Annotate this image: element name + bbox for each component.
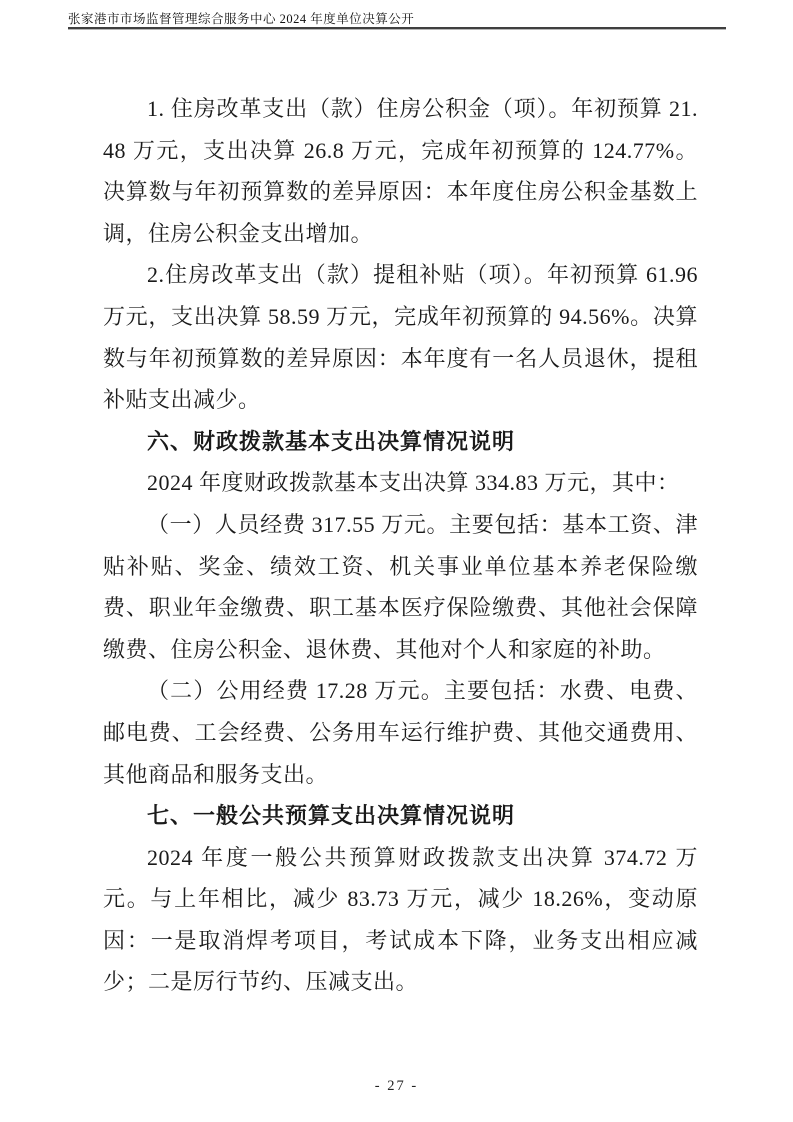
section-heading-seven: 七、一般公共预算支出决算情况说明 [147,803,516,829]
paragraph-personnel-funds: （一）人员经费 317.55 万元。主要包括：基本工资、津贴补贴、奖金、绩效工资、机关事业单位基本养老保险缴费、职业年金缴费、职工基本医疗保险缴费、其他社会保障缴费、住房公积金、退休费、其他对个人和家庭的补助。 [103,511,698,662]
paragraph-rent-subsidy: 2.住房改革支出（款）提租补贴（项）。年初预算 61.96 万元，支出决算 58.59 万元，完成年初预算的 94.56%。决算数与年初预算数的差异原因：本年度有一名人员退休，提租补贴支出减少。 [103,262,698,413]
document-body [103,88,698,1003]
section-heading-six: 六、财政拨款基本支出决算情况说明 [147,428,516,454]
document-header-title: 张家港市市场监督管理综合服务中心 2024 年度单位决算公开 [68,12,415,26]
paragraph-housing-fund: 1. 住房改革支出（款）住房公积金（项）。年初预算 21.48 万元，支出决算 26.8 万元，完成年初预算的 124.77%。决算数与年初预算数的差异原因：本年度住房公积金基数上调，住房公积金支出增加。 [103,96,698,246]
paragraph-general-budget-expenditure: 2024 年度一般公共预算财政拨款支出决算 374.72 万元。与上年相比，减少 83.73 万元，减少 18.26%，变动原因：一是取消焊考项目，考试成本下降，业务支出相应减少；二是厉行节约、压减支出。 [103,844,698,995]
paragraph-basic-expenditure-total: 2024 年度财政拨款基本支出决算 334.83 万元，其中： [147,470,680,496]
page-number: - 27 - [374,1078,419,1094]
paragraph-public-funds: （二）公用经费 17.28 万元。主要包括：水费、电费、邮电费、工会经费、公务用车运行维护费、其他交通费用、其他商品和服务支出。 [103,678,698,787]
header-divider-line [68,27,726,30]
